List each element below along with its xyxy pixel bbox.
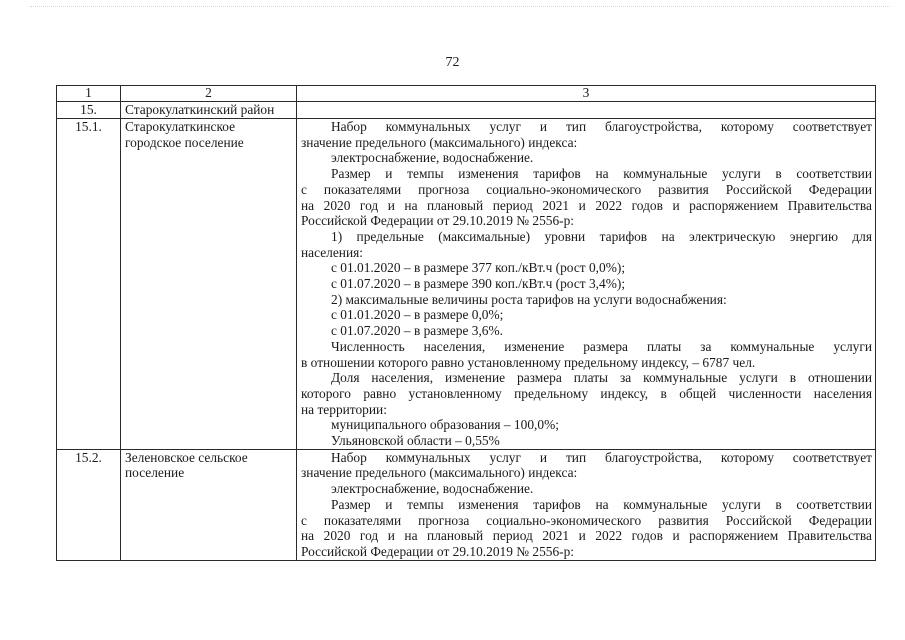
paragraph-line: с 01.07.2020 – в размере 390 коп./кВт.ч (рост 3,4%); (331, 276, 626, 292)
paragraph-line: Размер и темпы изменения тарифов на коммунальные услуги в соответствии (331, 166, 872, 182)
paragraph-line: Набор коммунальных услуг и тип благоустройства, которому соответствует (331, 119, 872, 134)
paragraph-line: с 01.01.2020 – в размере 377 коп./кВт.ч (рост 0,0%); (331, 260, 626, 276)
row-description (297, 119, 876, 450)
paragraph-list (301, 450, 872, 560)
table-row (57, 449, 876, 560)
paragraph-line: с 01.07.2020 – в размере 3,6%. (331, 323, 503, 339)
paragraph-line: Численность населения, изменение размера платы за коммунальные услуги (331, 338, 872, 354)
paragraph-line: значение предельного (максимального) индекса: (301, 465, 578, 481)
tariff-table (56, 85, 876, 561)
paragraph-line: электроснабжение, водоснабжение. (331, 481, 534, 497)
paragraph-line: Доля населения, изменение размера платы за коммунальные услуги в отношении (331, 370, 872, 386)
section-empty-cell (297, 102, 876, 119)
paragraph-line: Набор коммунальных услуг и тип благоустройства, которому соответствует (331, 449, 872, 465)
paragraph-line: Российской Федерации от 29.10.2019 № 2556-р: (301, 543, 575, 559)
paragraph-line: на территории: (301, 401, 387, 417)
paragraph-line: на 2020 год и на плановый период 2021 и 2022 годов и распоряжением Правительства (301, 528, 872, 544)
paragraph-line: Российской Федерации от 29.10.2019 № 2556-р: (301, 213, 575, 229)
paragraph-line: с показателями прогноза социально-экономического развития Российской Федерации (301, 512, 872, 528)
paragraph-line: которого равно установленному предельному индексу, в общей численности населения (301, 385, 872, 401)
table-header-row (57, 86, 876, 102)
paragraph-line: с 01.01.2020 – в размере 0,0%; (331, 307, 504, 323)
paragraph-line: 1) предельные (максимальные) уровни тарифов на электрическую энергию для (331, 228, 872, 244)
row-number: 15.1. (57, 119, 121, 450)
row-description (297, 449, 876, 560)
paragraph-line: 2) максимальные величины роста тарифов на услуги водоснабжения: (331, 291, 727, 307)
paragraph-list (301, 119, 872, 449)
paragraph-line: Размер и темпы изменения тарифов на коммунальные услуги в соответствии (331, 496, 872, 512)
table-row (57, 119, 876, 450)
paragraph-line: с показателями прогноза социально-экономического развития Российской Федерации (301, 181, 872, 197)
row-number: 15.2. (57, 449, 121, 560)
paragraph-line: электроснабжение, водоснабжение. (331, 150, 534, 166)
header-col-3: 3 (297, 86, 876, 102)
header-col-1: 1 (57, 86, 121, 102)
scan-artifact-line (30, 6, 890, 9)
paragraph-line: на 2020 год и на плановый период 2021 и 2022 годов и распоряжением Правительства (301, 197, 872, 213)
paragraph-line: в отношении которого равно установленному предельному индексу, – 6787 чел. (301, 354, 756, 370)
header-col-2: 2 (121, 86, 297, 102)
settlement-name: Зеленовское сельское поселение (121, 449, 297, 560)
page-number: 72 (445, 55, 460, 70)
section-name: Старокулаткинский район (121, 102, 297, 119)
section-row (57, 102, 876, 119)
paragraph-line: значение предельного (максимального) индекса: (301, 134, 578, 150)
paragraph-line: муниципального образования – 100,0%; (331, 417, 559, 433)
section-number: 15. (57, 102, 121, 119)
settlement-name: Старокулаткинское городское поселение (121, 119, 297, 450)
paragraph-line: Ульяновской области – 0,55% (331, 433, 500, 449)
paragraph-line: населения: (301, 244, 363, 260)
